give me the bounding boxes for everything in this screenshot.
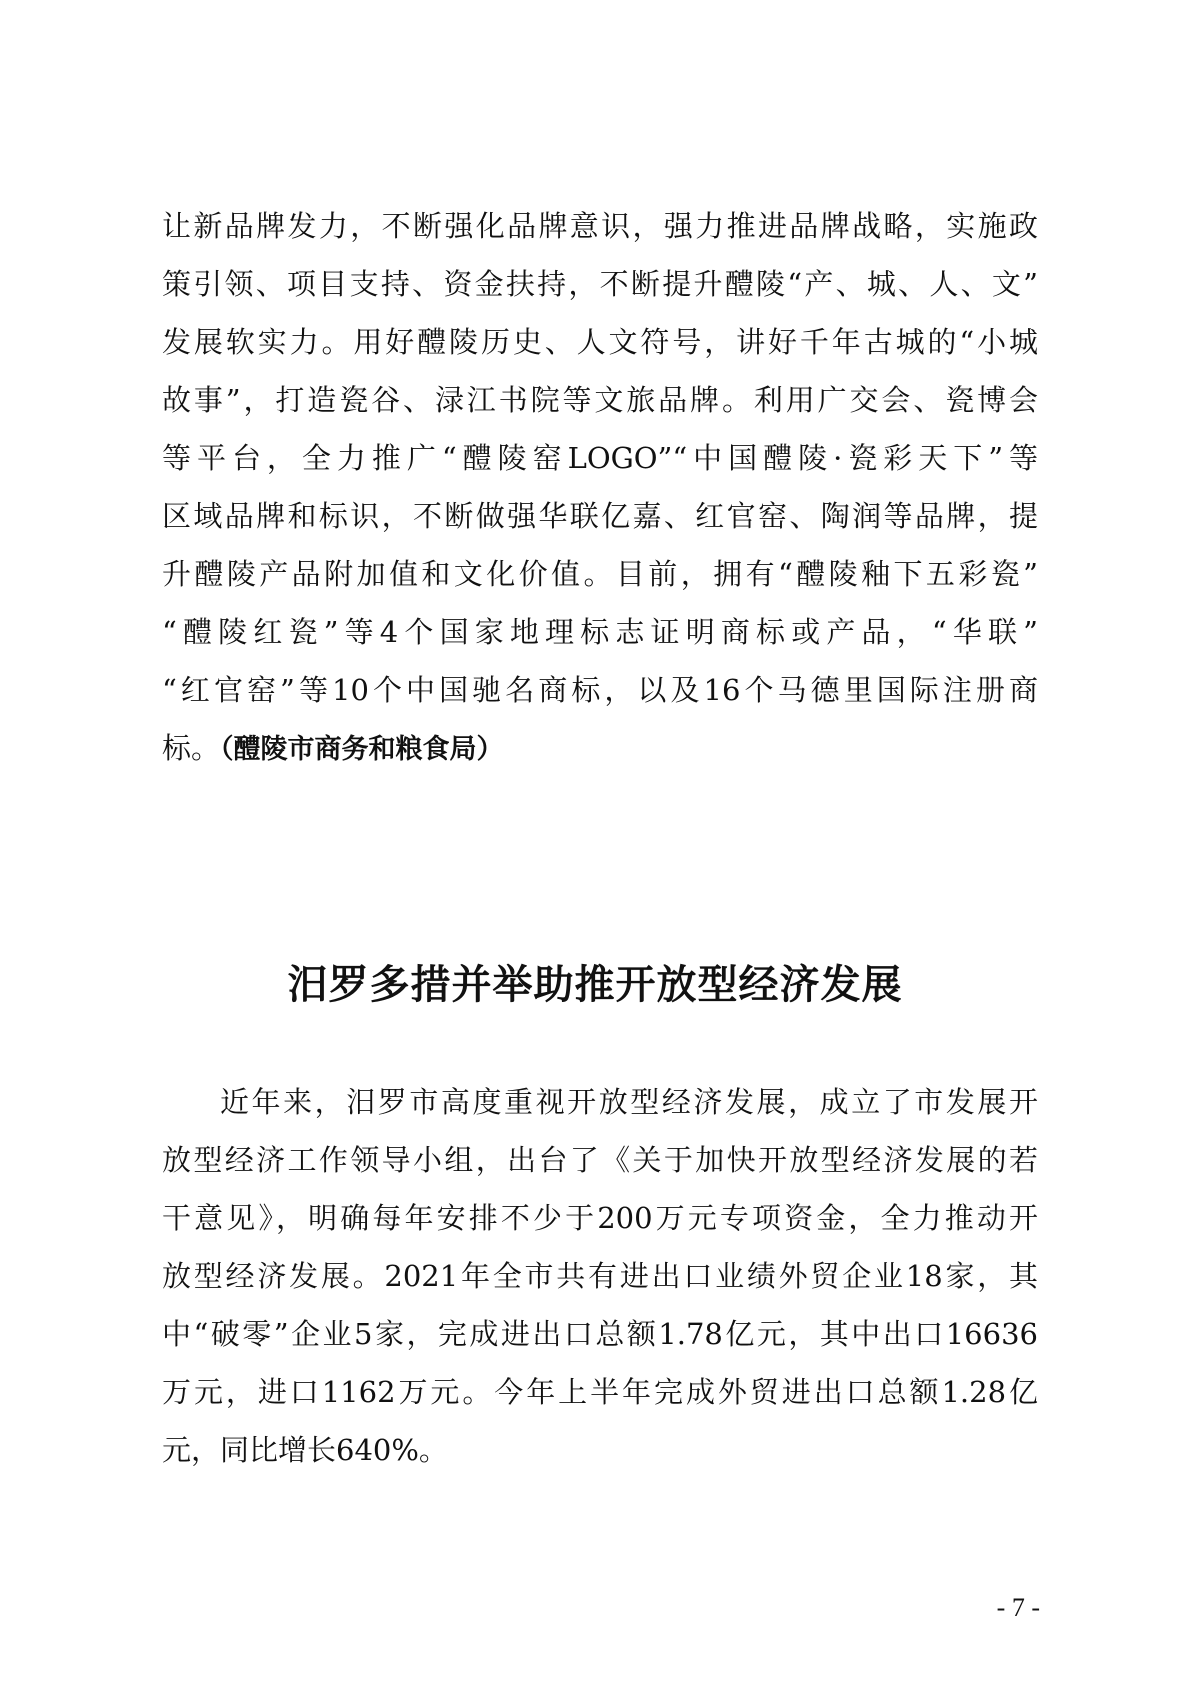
paragraph-line: 中“破零”企业5家，完成进出口总额1.78亿元，其中出口16636: [162, 1317, 1038, 1351]
paragraph-line: 干意见》，明确每年安排不少于200万元专项资金，全力推动开: [162, 1201, 1038, 1235]
source-attribution: （醴陵市商务和粮食局）: [220, 734, 504, 765]
article-title: 汨罗多措并举助推开放型经济发展: [287, 962, 903, 1008]
paragraph-line: 万元，进口1162万元。今年上半年完成外贸进出口总额1.28亿: [162, 1375, 1038, 1409]
paragraph-line: 让新品牌发力，不断强化品牌意识，强力推进品牌战略，实施政: [162, 209, 1038, 243]
paragraph-line: 等平台，全力推广“醴陵窑LOGO”“中国醴陵·瓷彩天下”等: [162, 441, 1038, 475]
paragraph-last-line: [162, 728, 1038, 768]
page-number: - 7 -: [996, 1593, 1040, 1622]
paragraph-last-line: 元，同比增长640%。: [162, 1433, 448, 1467]
paragraph-line: 策引领、项目支持、资金扶持，不断提升醴陵“产、城、人、文”: [162, 267, 1038, 301]
paragraph-line: 放型经济工作领导小组，出台了《关于加快开放型经济发展的若: [162, 1143, 1038, 1177]
paragraph-line: 区域品牌和标识，不断做强华联亿嘉、红官窑、陶润等品牌，提: [162, 499, 1038, 533]
paragraph-line-text: 标。: [162, 731, 221, 765]
paragraph-line: “醴陵红瓷”等4个国家地理标志证明商标或产品，“华联”: [162, 615, 1038, 649]
paragraph-line: 升醴陵产品附加值和文化价值。目前，拥有“醴陵釉下五彩瓷”: [162, 557, 1038, 591]
paragraph-line: “红官窑”等10个中国驰名商标，以及16个马德里国际注册商: [162, 673, 1038, 707]
paragraph-line: 放型经济发展。2021年全市共有进出口业绩外贸企业18家，其: [162, 1259, 1038, 1293]
paragraph-line: 故事”，打造瓷谷、渌江书院等文旅品牌。利用广交会、瓷博会: [162, 383, 1038, 417]
paragraph-first-line: 近年来，汨罗市高度重视开放型经济发展，成立了市发展开: [220, 1085, 1038, 1119]
paragraph-line: 发展软实力。用好醴陵历史、人文符号，讲好千年古城的“小城: [162, 325, 1038, 359]
